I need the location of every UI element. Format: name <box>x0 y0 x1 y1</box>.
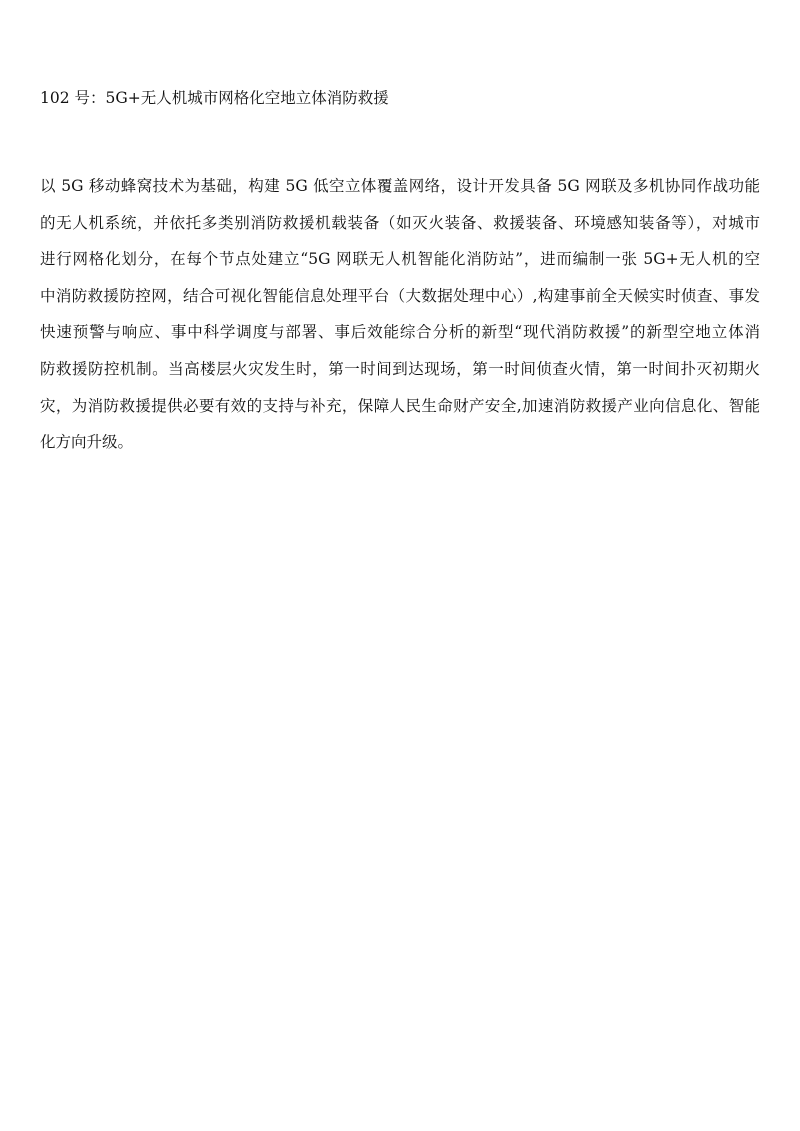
body-line: 的无人机系统，并依托多类别消防救援机载装备（如灭火装备、救援装备、环境感知装备等），对城市 <box>40 213 760 232</box>
body-line: 灾，为消防救援提供必要有效的支持与补充，保障人民生命财产安全,加速消防救援产业向信息化、智能 <box>40 396 760 415</box>
body-line: 防救援防控机制。当高楼层火灾发生时，第一时间到达现场，第一时间侦查火情，第一时间扑灭初期火 <box>40 359 760 378</box>
document-body <box>40 168 760 461</box>
body-line: 以 5G 移动蜂窝技术为基础，构建 5G 低空立体覆盖网络，设计开发具备 5G 网联及多机协同作战功能 <box>40 177 760 195</box>
body-line: 化方向升级。 <box>40 433 134 452</box>
body-line: 中消防救援防控网，结合可视化智能信息处理平台（大数据处理中心）,构建事前全天候实时侦查、事发 <box>40 286 760 305</box>
body-line: 进行网格化划分，在每个节点处建立“5G 网联无人机智能化消防站”，进而编制一张 5G+无人机的空 <box>40 250 760 269</box>
body-line: 快速预警与响应、事中科学调度与部署、事后效能综合分析的新型“现代消防救援”的新型空地立体消 <box>40 323 760 342</box>
document-title: 102 号：5G+无人机城市网格化空地立体消防救援 <box>40 89 389 107</box>
